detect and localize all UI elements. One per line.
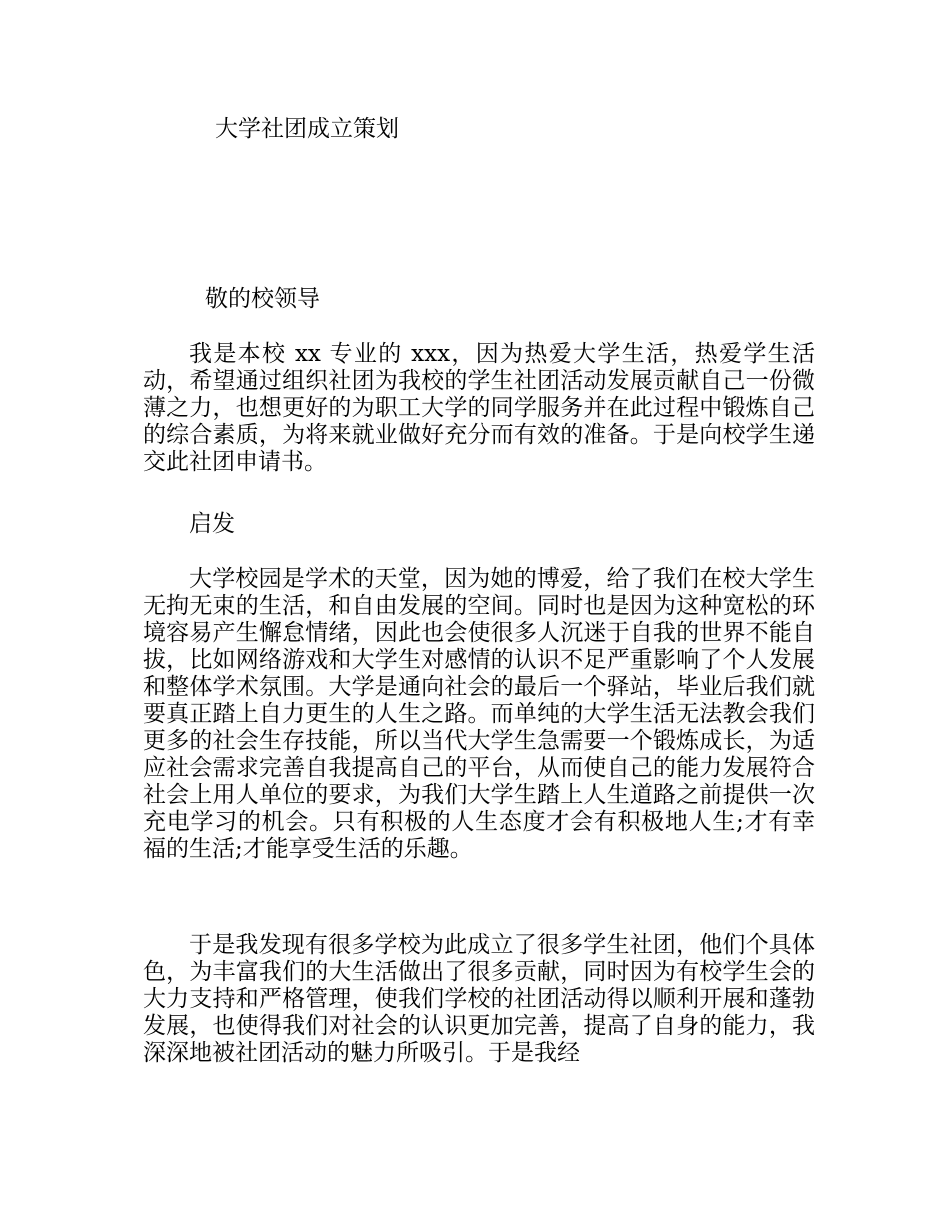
salutation: 敬的校领导 [205, 286, 320, 312]
paragraph-club-discovery: 于是我发现有很多学校为此成立了很多学生社团，他们个具体色，为丰富我们的大生活做出了很多贡献，同时因为有校学生会的大力支持和严格管理，使我们学校的社团活动得以顺利开展和蓬勃发展，也使得我们对社会的认识更加完善，提高了自身的能力，我深深地被社团活动的魅力所吸引。于是我经 [143, 932, 815, 1066]
paragraph-application-intro: 我是本校 xx 专业的 xxx，因为热爱大学生活，热爱学生活动，希望通过组织社团为我校的学生社团活动发展贡献自己一份微薄之力，也想更好的为职工大学的同学服务并在此过程中锻炼自己的综合素质，为将来就业做好充分而有效的准备。于是向校学生递交此社团申请书。 [143, 341, 815, 475]
section-heading: 启发 [189, 511, 235, 537]
document-title: 大学社团成立策划 [215, 116, 399, 142]
paragraph-campus-life: 大学校园是学术的天堂，因为她的博爱，给了我们在校大学生无拘无束的生活，和自由发展的空间。同时也是因为这种宽松的环境容易产生懈怠情绪，因此也会使很多人沉迷于自我的世界不能自拔，比如网络游戏和大学生对感情的认识不足严重影响了个人发展和整体学术氛围。大学是通向社会的最后一个驿站，毕业后我们就要真正踏上自力更生的人生之路。而单纯的大学生活无法教会我们更多的社会生存技能，所以当代大学生急需要一个锻炼成长，为适应社会需求完善自我提高自己的平台，从而使自己的能力发展符合社会上用人单位的要求，为我们大学生踏上人生道路之前提供一次充电学习的机会。只有积极的人生态度才会有积极地人生;才有幸福的生活;才能享受生活的乐趣。 [143, 566, 815, 862]
